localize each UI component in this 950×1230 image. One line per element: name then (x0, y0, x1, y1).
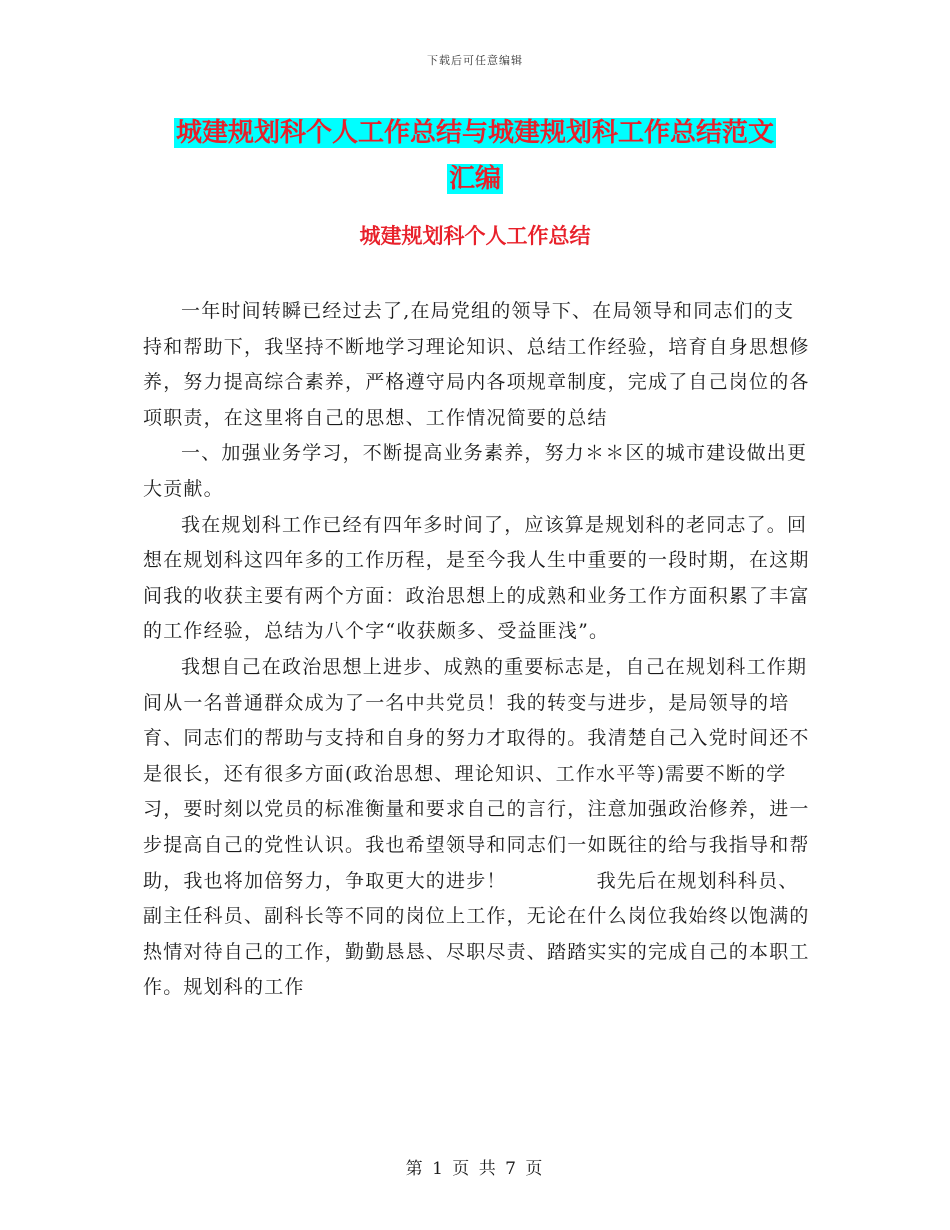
paragraph: 一、加强业务学习，不断提高业务素养，努力＊＊区的城市建设做出更大贡献。 (143, 442, 808, 500)
section-title: 城建规划科个人工作总结 (359, 224, 591, 248)
page-footer: 第 1 页 共 7 页 (405, 1159, 545, 1179)
document-title-line-1: 城建规划科个人工作总结与城建规划科工作总结范文 (175, 118, 774, 148)
paragraph: 我在规划科工作已经有四年多时间了，应该算是规划科的老同志了。回想在规划科这四年多的工作历程，是至今我人生中重要的一段时期，在这期间我的收获主要有两个方面：政治思想上的成熟和业务工作方面积累了丰富的工作经验，总结为八个字“收获颇多、受益匪浅”。 (143, 513, 810, 643)
document-title-line-2: 汇编 (448, 164, 501, 194)
paragraph: 一年时间转瞬已经过去了,在局党组的领导下、在局领导和同志们的支持和帮助下，我坚持不断地学习理论知识、总结工作经验，培育自身思想修养，努力提高综合素养，严格遵守局内各项规章制度，完成了自己岗位的各项职责，在这里将自己的思想、工作情况简要的总结 (143, 300, 810, 429)
paragraph (143, 650, 811, 1006)
document-title (0, 110, 950, 202)
document-body (143, 294, 811, 1006)
header-note: 下载后可任意编辑 (427, 54, 523, 67)
paragraph-text: 我想自己在政治思想上进步、成熟的重要标志是，自己在规划科工作期间从一名普通群众成为了一名中共党员！我的转变与进步，是局领导的培育、同志们的帮助与支持和自身的努力才取得的。我清楚自己入党时间还不是很长，还有很多方面(政治思想、理论知识、工作水平等)需要不断的学习，要时刻以党员的标准衡量和要求自己的言行，注意加强政治修养，进一步提高自己的党性认识。我也希望领导和同志们一如既往的给与我指导和帮助，我也将加倍努力，争取更大的进步！ (143, 655, 810, 892)
paragraph-text: 我先后在规划科科员、副主任科员、副科长等不同的岗位上工作，无论在什么岗位我始终以饱满的热情对待自己的工作，勤勤恳恳、尽职尽责、踏踏实实的完成自己的本职工作。规划科的工作 (143, 869, 810, 999)
